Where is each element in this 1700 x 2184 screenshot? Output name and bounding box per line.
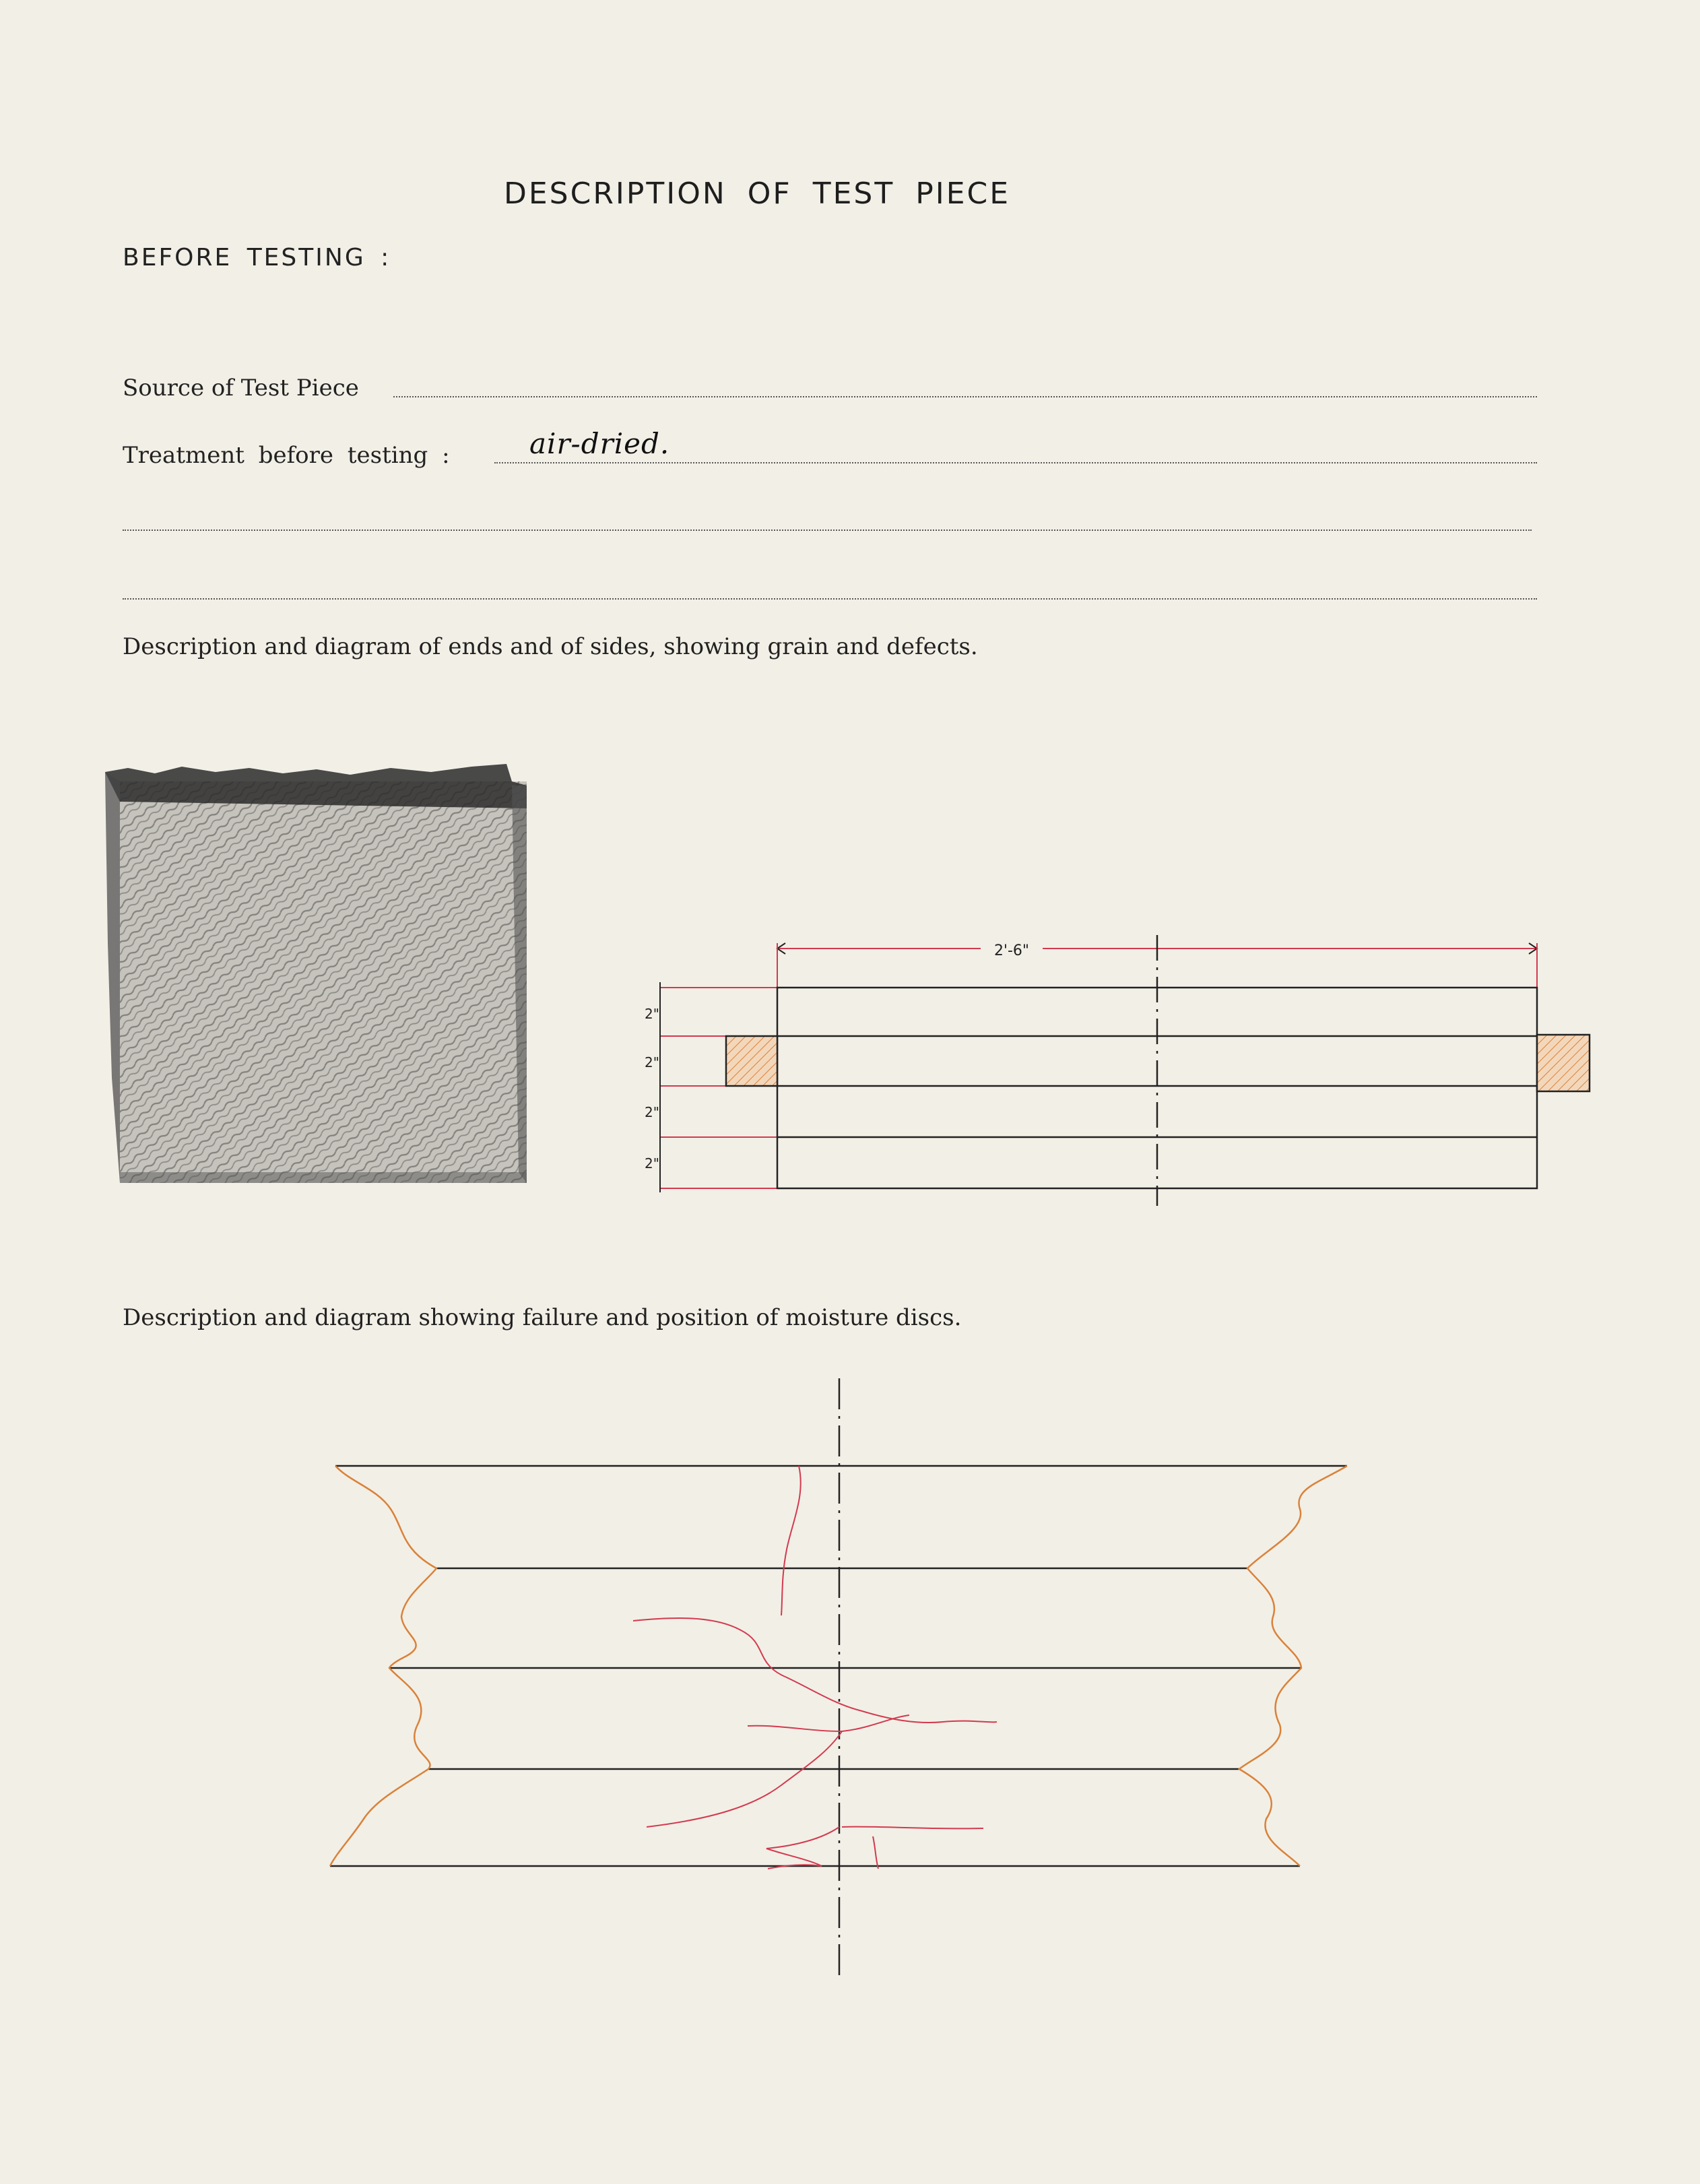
layer-1-thickness: 2" (645, 1006, 659, 1022)
failure-diagram-caption: Description and diagram showing failure and position of moisture discs. (123, 1304, 962, 1331)
source-label: Source of Test Piece (123, 375, 359, 402)
side-grain-diagram (645, 935, 1590, 1206)
treatment-label: Treatment before testing : (123, 442, 450, 469)
layer-2-thickness: 2" (645, 1054, 659, 1070)
page-title: DESCRIPTION OF TEST PIECE (504, 176, 1011, 211)
grain-diagram-caption: Description and diagram of ends and of sides, showing grain and defects. (123, 633, 978, 660)
end-grain-rubbing (105, 764, 527, 1183)
layer-3-thickness: 2" (645, 1104, 659, 1120)
overall-length-label: 2'-6" (993, 942, 1030, 959)
failure-diagram (330, 1378, 1347, 1978)
before-testing-heading: BEFORE TESTING : (123, 244, 391, 271)
treatment-handwritten-value: air-dried. (529, 427, 670, 460)
layer-4-thickness: 2" (645, 1155, 659, 1171)
